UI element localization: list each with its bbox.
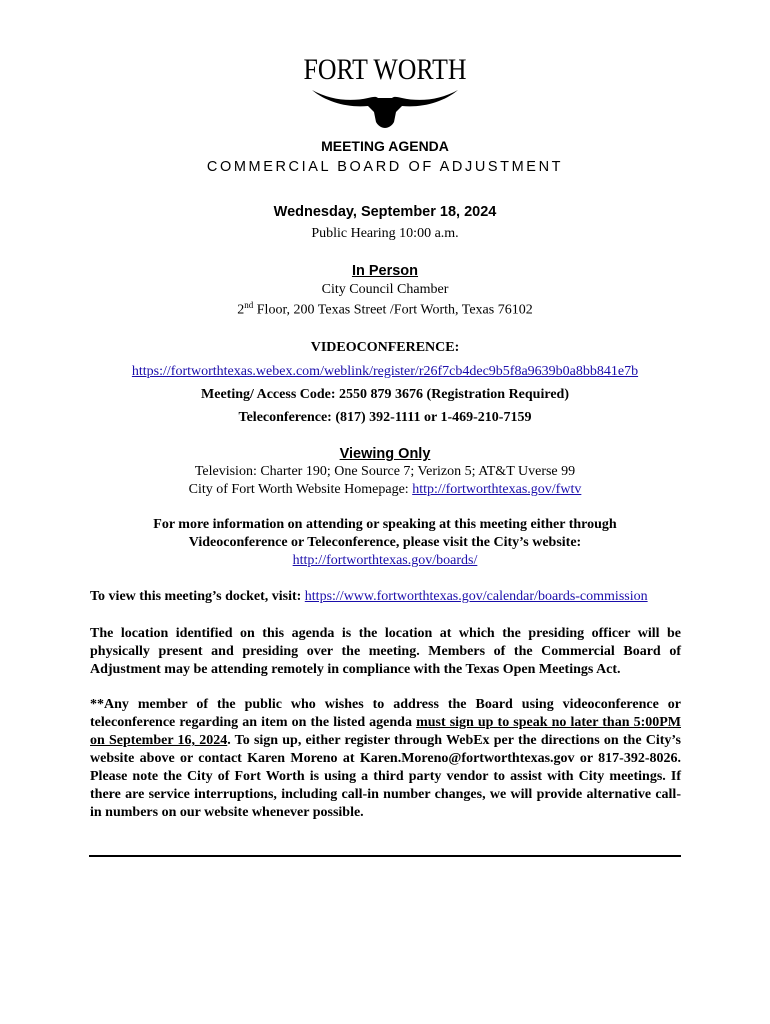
- meeting-date: Wednesday, September 18, 2024: [273, 204, 497, 220]
- fwtv-link[interactable]: http://fortworthtexas.gov/fwtv: [412, 482, 582, 497]
- hearing-time: Public Hearing 10:00 a.m.: [311, 226, 459, 241]
- viewing-only-heading: Viewing Only: [339, 446, 431, 462]
- page-title: MEETING AGENDA: [321, 138, 449, 154]
- more-info-line-2: Videoconference or Teleconference, please visit the City’s website:: [188, 535, 582, 550]
- docket-line: [90, 589, 681, 605]
- board-name: COMMERCIAL BOARD OF ADJUSTMENT: [206, 159, 564, 175]
- longhorn-icon: [310, 86, 460, 130]
- docket-label: To view this meeting’s docket, visit:: [90, 589, 305, 604]
- docket-link[interactable]: https://www.fortworthtexas.gov/calendar/boards-commission: [304, 589, 648, 604]
- fort-worth-logo: [290, 54, 480, 132]
- boards-link[interactable]: http://fortworthtexas.gov/boards/: [292, 553, 478, 568]
- venue-name: City Council Chamber: [321, 282, 449, 297]
- location-note: The location identified on this agenda is the location at which the presiding officer will be physically present and presiding over the meeting. Members of the Commercial Board of Adjustment may be attending remotely in compliance with the Texas Open Meetings Act.: [90, 626, 681, 677]
- access-code: Meeting/ Access Code: 2550 879 3676 (Registration Required): [201, 387, 569, 402]
- signup-deadline: must sign up to speak no later than 5:00PM on September 16, 2024: [90, 715, 682, 748]
- signup-text-2: . To sign up, either register through WebEx per the directions on the City’s website above or contact Karen Moreno at Karen.Moreno@fortworthtexas.gov or 817-392-8026. Please note the City of Fort Worth is using a third party vendor to assist with City meetings. If there are service interruptions, including call-in number changes, we will provide alternative call-in numbers on our website whenever possible.: [90, 733, 682, 820]
- signup-instructions: [90, 696, 681, 822]
- address-floor-suffix: nd: [244, 300, 254, 310]
- homepage-label: City of Fort Worth Website Homepage:: [188, 482, 413, 497]
- logo-text: FORT WORTH: [303, 53, 467, 86]
- divider: [89, 855, 681, 857]
- homepage-line: [0, 482, 770, 498]
- signup-text-1: **Any member of the public who wishes to address the Board using videoconference or teleconference regarding an item on the listed agenda: [90, 697, 681, 730]
- television-channels: Television: Charter 190; One Source 7; Verizon 5; AT&T Uverse 99: [194, 464, 576, 479]
- teleconference-numbers: Teleconference: (817) 392-1111 or 1-469-210-7159: [238, 410, 532, 425]
- more-info-line-1: For more information on attending or speaking at this meeting either through: [153, 517, 617, 532]
- in-person-heading: In Person: [351, 263, 419, 279]
- webex-registration-link[interactable]: https://fortworthtexas.webex.com/weblink/register/r26f7cb4dec9b5f8a9639b0a8bb841e7b: [131, 364, 639, 379]
- address-floor-number: 2: [237, 302, 245, 318]
- videoconference-heading: VIDEOCONFERENCE:: [310, 340, 460, 355]
- address-rest: Floor, 200 Texas Street /Fort Worth, Texas 76102: [253, 302, 533, 318]
- venue-address: [0, 300, 770, 319]
